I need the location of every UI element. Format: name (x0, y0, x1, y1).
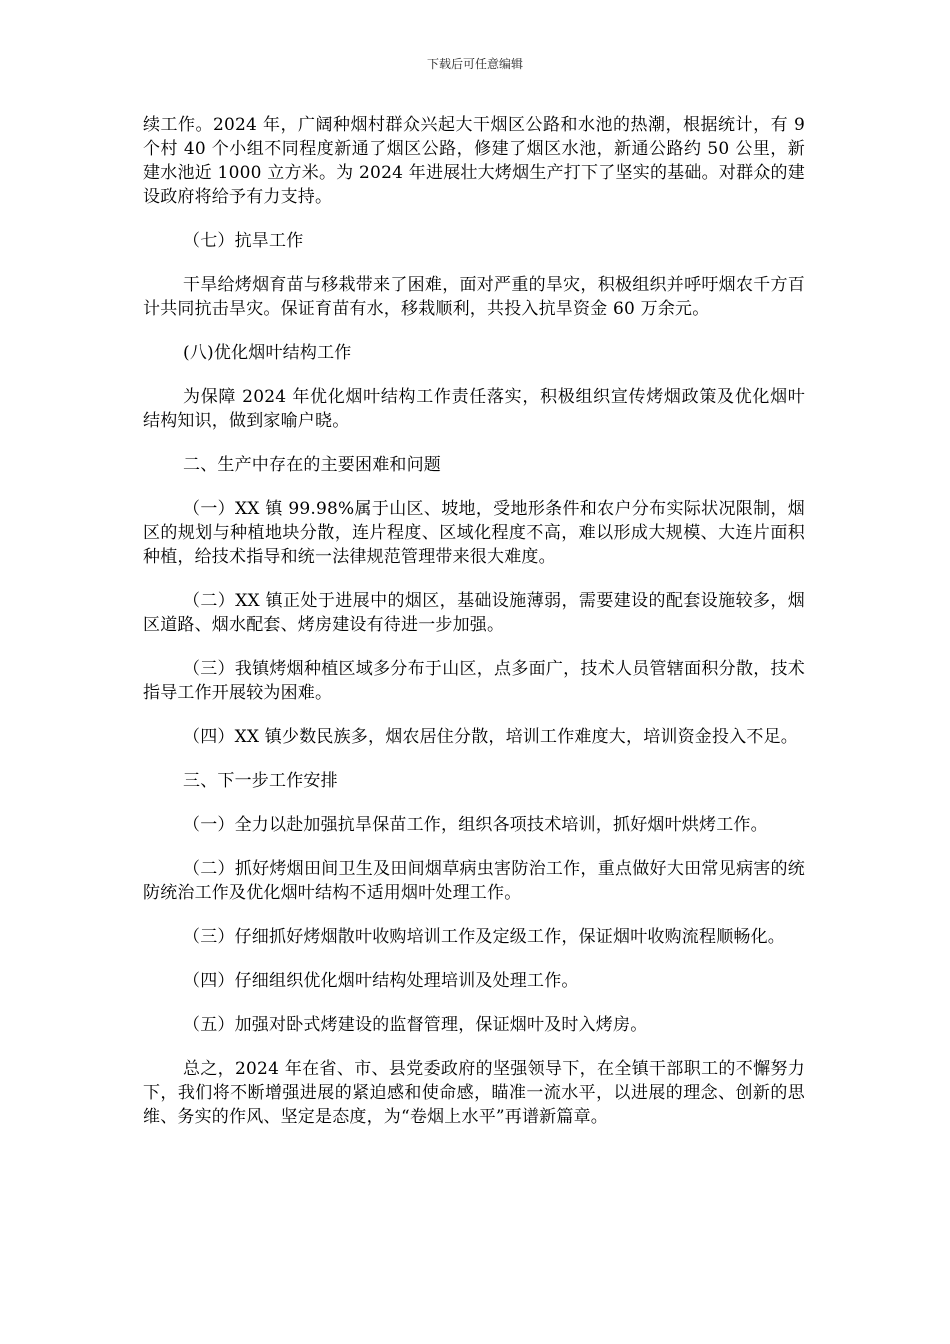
next-step-item-2: （二）抓好烤烟田间卫生及田间烟草病虫害防治工作，重点做好大田常见病害的统防统治工作及优化烟叶结构不适用烟叶处理工作。 (143, 859, 805, 903)
paragraph-conclusion: 总之，2024 年在省、市、县党委政府的坚强领导下，在全镇干部职工的不懈努力下，我们将不断增强进展的紧迫感和使命感，瞄准一流水平，以进展的理念、创新的思维、务实的作风、坚定是态度，为“卷烟上水平”再谱新篇章。 (143, 1059, 805, 1127)
problem-item-3: （三）我镇烤烟种植区域多分布于山区，点多面广，技术人员管辖面积分散，技术指导工作开展较为困难。 (143, 659, 805, 703)
paragraph-drought: 干旱给烤烟育苗与移栽带来了困难，面对严重的旱灾，积极组织并呼吁烟农千方百计共同抗击旱灾。保证育苗有水，移栽顺利，共投入抗旱资金 60 万余元。 (143, 275, 805, 319)
problem-item-2: （二）XX 镇正处于进展中的烟区，基础设施薄弱，需要建设的配套设施较多，烟区道路、烟水配套、烤房建设有待进一步加强。 (143, 591, 805, 635)
section-heading-leaf-structure: (八)优化烟叶结构工作 (183, 343, 352, 363)
page-header-note: 下载后可任意编辑 (426, 57, 523, 71)
next-step-item-4: （四）仔细组织优化烟叶结构处理培训及处理工作。 (183, 971, 579, 991)
section-heading-next-steps: 三、下一步工作安排 (183, 771, 338, 791)
paragraph-continuation: 续工作。2024 年，广阔种烟村群众兴起大干烟区公路和水池的热潮，根据统计，有 9 个村 40 个小组不同程度新通了烟区公路，修建了烟区水池，新通公路约 50 公里，新建水池近 1000 立方米。为 2024 年进展壮大烤烟生产打下了坚实的基础。对群众的建设政府将给予有力支持。 (143, 115, 805, 207)
document-body (143, 113, 805, 1149)
next-step-item-3: （三）仔细抓好烤烟散叶收购培训工作及定级工作，保证烟叶收购流程顺畅化。 (183, 927, 785, 947)
problem-item-4: （四）XX 镇少数民族多，烟农居住分散，培训工作难度大，培训资金投入不足。 (183, 727, 799, 747)
next-step-item-1: （一）全力以赴加强抗旱保苗工作，组织各项技术培训，抓好烟叶烘烤工作。 (183, 815, 768, 835)
section-heading-problems: 二、生产中存在的主要困难和问题 (183, 455, 441, 475)
problem-item-1: （一）XX 镇 99.98%属于山区、坡地，受地形条件和农户分布实际状况限制，烟区的规划与种植地块分散，连片程度、区域化程度不高，难以形成大规模、大连片面积种植，给技术指导和统一法律规范管理带来很大难度。 (143, 499, 805, 567)
section-heading-drought: （七）抗旱工作 (183, 231, 304, 251)
next-step-item-5: （五）加强对卧式烤建设的监督管理，保证烟叶及时入烤房。 (183, 1015, 648, 1035)
paragraph-leaf-structure: 为保障 2024 年优化烟叶结构工作责任落实，积极组织宣传烤烟政策及优化烟叶结构知识，做到家喻户晓。 (143, 387, 805, 431)
